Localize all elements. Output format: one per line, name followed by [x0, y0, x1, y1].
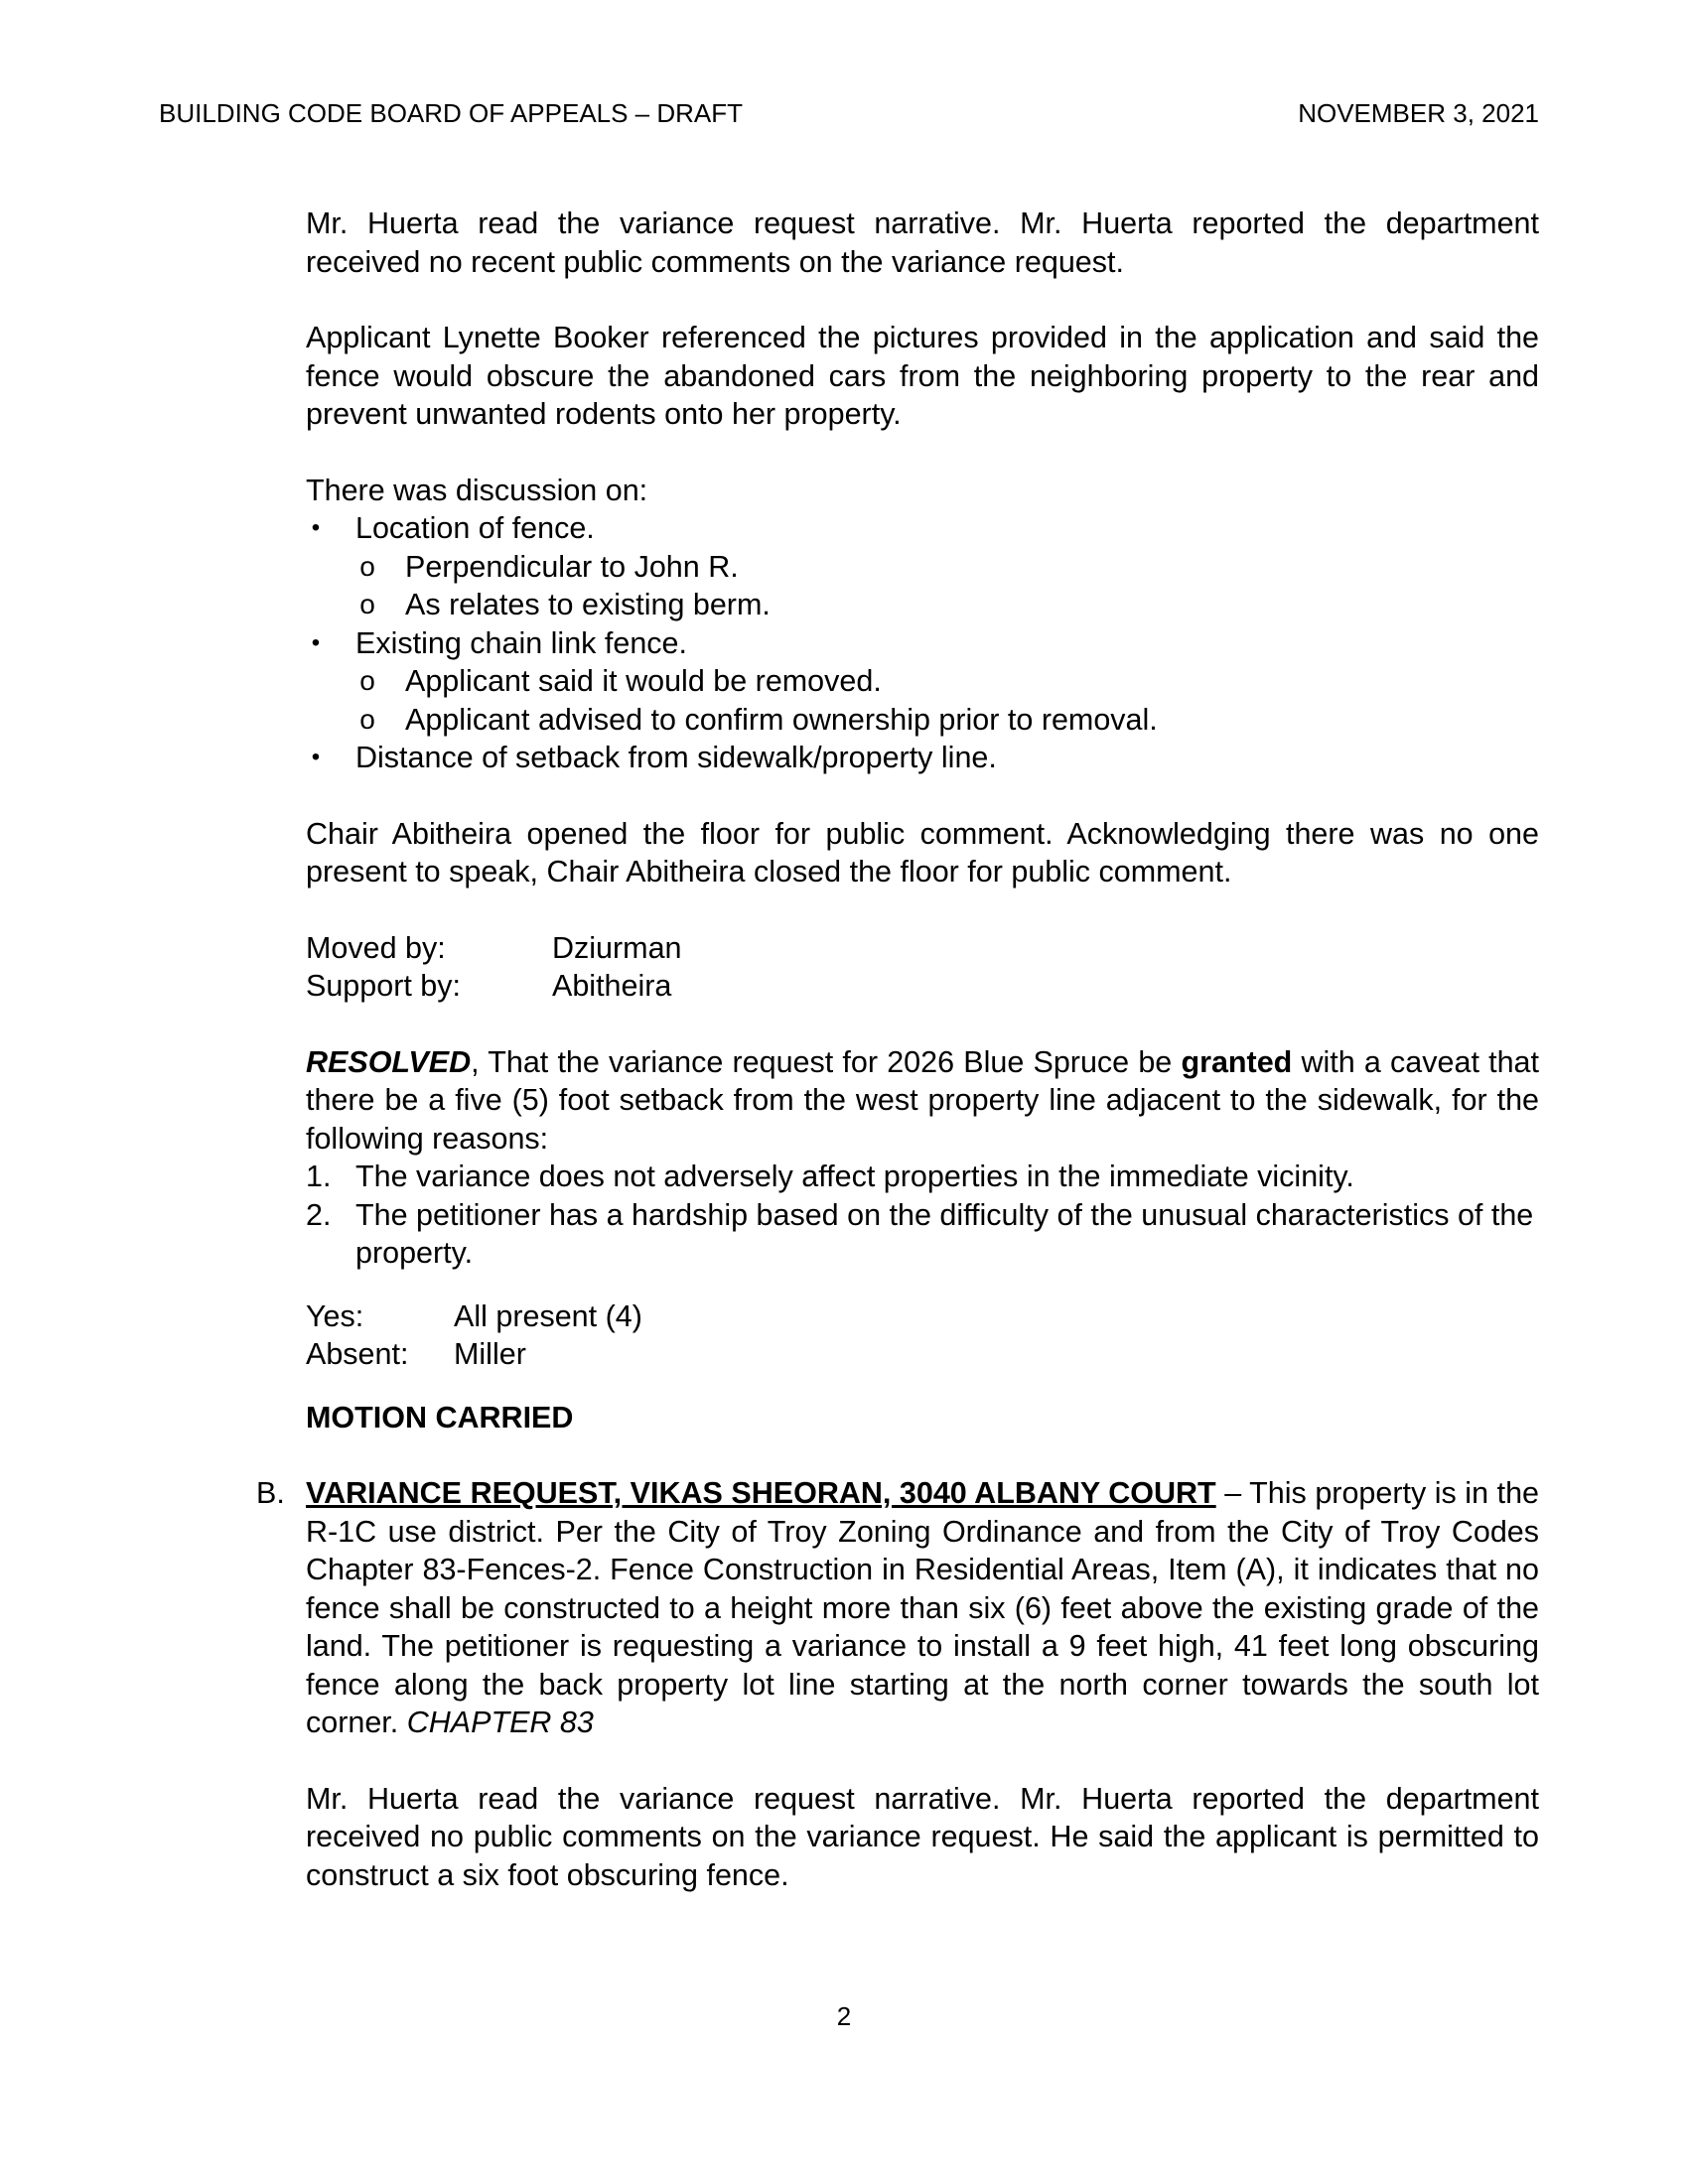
bullet-icon: •: [311, 514, 321, 541]
sub-list-item: [306, 548, 1539, 587]
header-date: NOVEMBER 3, 2021: [1298, 98, 1539, 128]
vote-yes-value: All present (4): [454, 1298, 642, 1333]
bullet-icon: •: [311, 628, 321, 656]
support-by-value: Abitheira: [552, 969, 672, 1003]
sub-list-item-text: As relates to existing berm.: [405, 588, 771, 621]
resolved-keyword: RESOLVED: [306, 1044, 472, 1079]
sub-list-item: [306, 662, 1539, 701]
motion-carried: MOTION CARRIED: [306, 1400, 574, 1434]
sub-list-item: [306, 586, 1539, 624]
narrative-paragraph-2: Mr. Huerta read the variance request narrative. Mr. Huerta reported the department received no public comments on the variance request. He said the applicant is permitted to construct a six foot obscuring fence.: [306, 1781, 1539, 1892]
narrative-paragraph-1: Mr. Huerta read the variance request narrative. Mr. Huerta reported the department received no recent public comments on the variance request.: [306, 206, 1539, 279]
document-body: [256, 205, 1539, 1894]
sub-list: [355, 548, 1539, 624]
list-item: [306, 739, 1539, 777]
section-b-text: – This property is in the R-1C use district. Per the City of Troy Zoning Ordinance and from the City of Troy Codes Chapter 83-Fences-2. Fence Construction in Residential Areas, Item (A), it indicates that no fence shall be constructed to a height more than six (6) feet above the existing grade of the land. The petitioner is requesting a variance to install a 9 feet high, 41 feet long obscuring fence along the back property lot line starting at the north corner towards the south lot corner.: [306, 1476, 1539, 1739]
support-by-row: [306, 967, 1539, 1006]
section-b: [256, 1474, 1539, 1742]
reason-number: 2.: [306, 1197, 332, 1232]
circle-bullet-icon: o: [359, 550, 375, 582]
section-letter: B.: [256, 1476, 285, 1510]
chapter-reference: CHAPTER 83: [406, 1706, 594, 1739]
granted-keyword: granted: [1181, 1044, 1293, 1079]
list-item-text: Existing chain link fence.: [355, 625, 687, 660]
discussion-list: [306, 509, 1539, 777]
resolution-paragraph: [306, 1043, 1539, 1159]
sub-list: [355, 662, 1539, 739]
reasons-list: [306, 1158, 1539, 1273]
list-item: [306, 509, 1539, 624]
list-item: [306, 1196, 1539, 1273]
reason-text: The variance does not adversely affect properties in the immediate vicinity.: [355, 1160, 1354, 1193]
page-header: [159, 97, 1539, 129]
sub-list-item-text: Applicant advised to confirm ownership prior to removal.: [405, 702, 1158, 737]
vote-yes-label: Yes:: [306, 1298, 364, 1333]
page-number: 2: [836, 2001, 852, 2031]
resolution-text-b: with a caveat that there be a five (5) foot setback from the west property line adjacent to the sidewalk, for the following reasons:: [306, 1044, 1539, 1156]
list-item-text: Location of fence.: [355, 511, 595, 545]
sub-list-item-text: Perpendicular to John R.: [405, 549, 739, 584]
support-by-label: Support by:: [306, 969, 461, 1003]
moved-by-value: Dziurman: [552, 930, 682, 965]
circle-bullet-icon: o: [359, 665, 375, 696]
header-title: BUILDING CODE BOARD OF APPEALS – DRAFT: [159, 98, 744, 128]
list-item-text: Distance of setback from sidewalk/property line.: [355, 741, 997, 774]
sub-list-item: [306, 701, 1539, 740]
motion-block: [306, 929, 1539, 1006]
moved-by-row: [306, 929, 1539, 968]
vote-yes-row: [306, 1297, 1539, 1336]
vote-absent-value: Miller: [454, 1337, 526, 1371]
discussion-section: [306, 472, 1539, 777]
vote-absent-row: [306, 1335, 1539, 1374]
vote-block: [306, 1297, 1539, 1374]
moved-by-label: Moved by:: [306, 930, 446, 965]
circle-bullet-icon: o: [359, 703, 375, 735]
public-comment-paragraph: Chair Abitheira opened the floor for public comment. Acknowledging there was no one present to speak, Chair Abitheira closed the floor for public comment.: [306, 816, 1539, 888]
sub-list-item-text: Applicant said it would be removed.: [405, 664, 882, 698]
section-b-paragraph: [306, 1474, 1539, 1742]
list-item: [306, 624, 1539, 740]
discussion-intro: There was discussion on:: [306, 473, 648, 507]
bullet-icon: •: [311, 744, 321, 770]
reason-number: 1.: [306, 1160, 332, 1193]
section-b-title: VARIANCE REQUEST, VIKAS SHEORAN, 3040 ALBANY COURT: [306, 1476, 1216, 1510]
list-item: [306, 1158, 1539, 1196]
resolution-text-a: , That the variance request for 2026 Blue Spruce be: [471, 1044, 1182, 1079]
vote-absent-label: Absent:: [306, 1337, 409, 1371]
circle-bullet-icon: o: [359, 589, 375, 619]
applicant-paragraph: Applicant Lynette Booker referenced the pictures provided in the application and said the fence would obscure the abandoned cars from the neighboring property to the rear and prevent unwanted rodents onto her property.: [306, 321, 1539, 431]
reason-text: The petitioner has a hardship based on the difficulty of the unusual characteristics of the property.: [355, 1197, 1534, 1270]
